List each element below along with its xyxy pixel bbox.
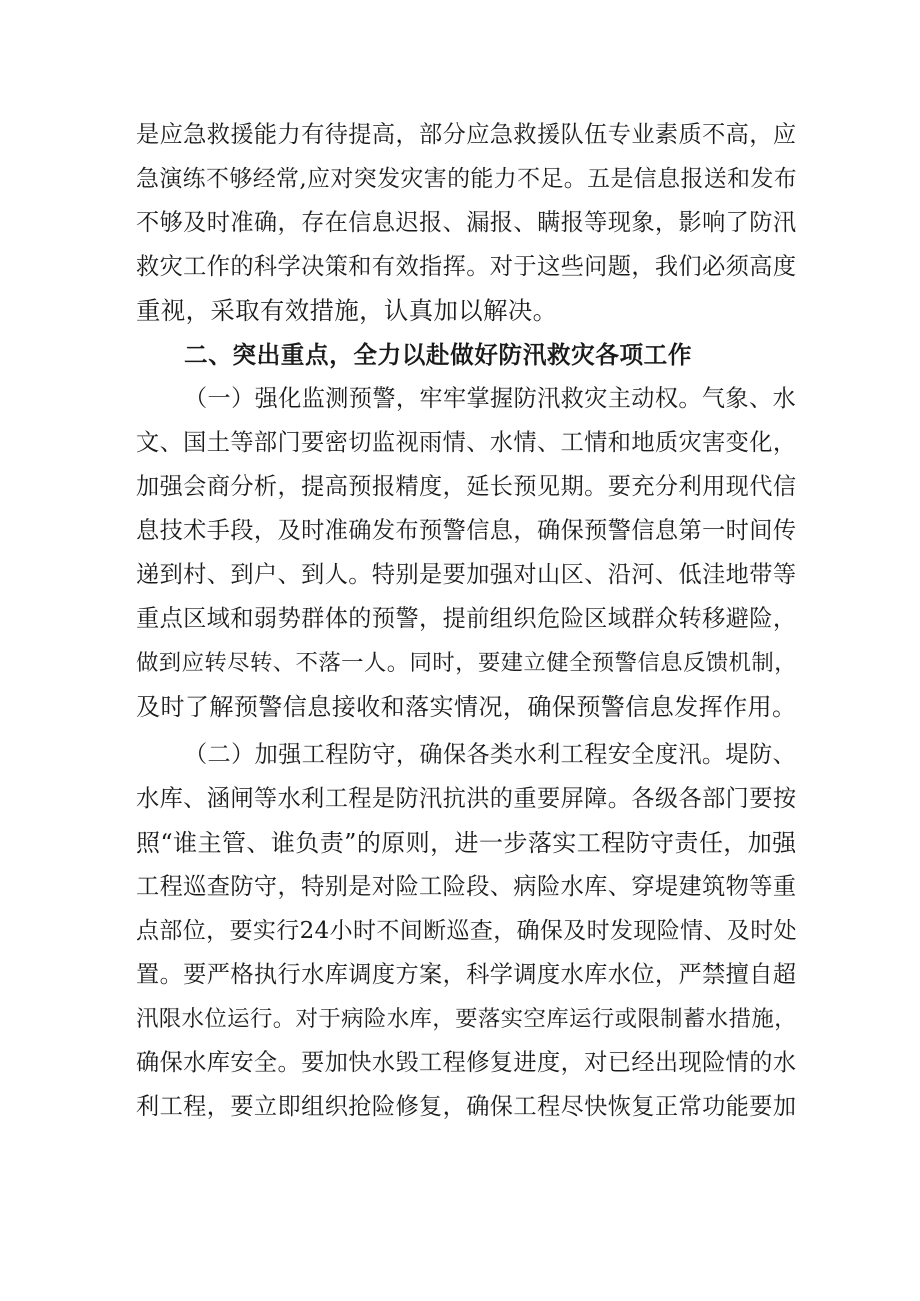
text-line: 递到村、到户、到人。特别是要加强对山区、沿河、低洼地带等 — [136, 561, 797, 588]
text-line: 确保水库安全。要加快水毁工程修复进度，对已经出现险情的水 — [136, 1049, 797, 1076]
text-line: 加强会商分析，提高预报精度，延长预见期。要充分利用现代信 — [136, 473, 797, 500]
text-line: 重视，采取有效措施，认真加以解决。 — [136, 296, 558, 325]
text-line: 水库、涵闸等水利工程是防汛抗洪的重要屏障。各级各部门要按 — [136, 785, 797, 812]
text-line: 做到应转尽转、不落一人。同时，要建立健全预警信息反馈机制， — [136, 650, 797, 676]
paragraph-engineering — [136, 733, 796, 1129]
text-line: 是应急救援能力有待提高，部分应急救援队伍专业素质不高，应 — [136, 121, 797, 148]
text-line: 不够及时准确，存在信息迟报、漏报、瞒报等现象，影响了防汛 — [136, 209, 797, 236]
text-line: 急演练不够经常,应对突发灾害的能力不足。五是信息报送和发布 — [136, 166, 798, 192]
text-line: 工程巡查防守，特别是对险工险段、病险水库、穿堤建筑物等重 — [136, 873, 797, 900]
text-line: 重点区域和弱势群体的预警，提前组织危险区域群众转移避险， — [136, 605, 797, 632]
text-line: 及时了解预警信息接收和落实情况，确保预警信息发挥作用。 — [136, 693, 797, 721]
document-body — [136, 113, 796, 1129]
paragraph-intro — [136, 113, 796, 333]
paragraph-monitoring — [136, 377, 796, 729]
text-line: 息技术手段，及时准确发布预警信息，确保预警信息第一时间传 — [136, 517, 797, 544]
text-line: （一）强化监测预警，牢牢掌握防汛救灾主动权。气象、水 — [184, 386, 797, 412]
text-line: 汛限水位运行。对于病险水库，要落实空库运行或限制蓄水措施， — [136, 1006, 797, 1032]
section-heading: 二、突出重点，全力以赴做好防汛救灾各项工作 — [184, 341, 693, 369]
text-line: 救灾工作的科学决策和有效指挥。对于这些问题，我们必须高度 — [136, 253, 797, 280]
text-line: 点部位，要实行24小时不间断巡查，确保及时发现险情、及时处 — [136, 918, 797, 944]
text-line: 文、国土等部门要密切监视雨情、水情、工情和地质灾害变化， — [136, 429, 797, 456]
text-line: （二）加强工程防守，确保各类水利工程安全度汛。堤防、 — [184, 742, 797, 768]
text-line: 利工程，要立即组织抢险修复，确保工程尽快恢复正常功能要加 — [136, 1093, 797, 1120]
text-line: 照“谁主管、谁负责”的原则，进一步落实工程防守责任，加强 — [136, 829, 797, 857]
text-line: 置。要严格执行水库调度方案，科学调度水库水位，严禁擅自超 — [136, 961, 797, 988]
